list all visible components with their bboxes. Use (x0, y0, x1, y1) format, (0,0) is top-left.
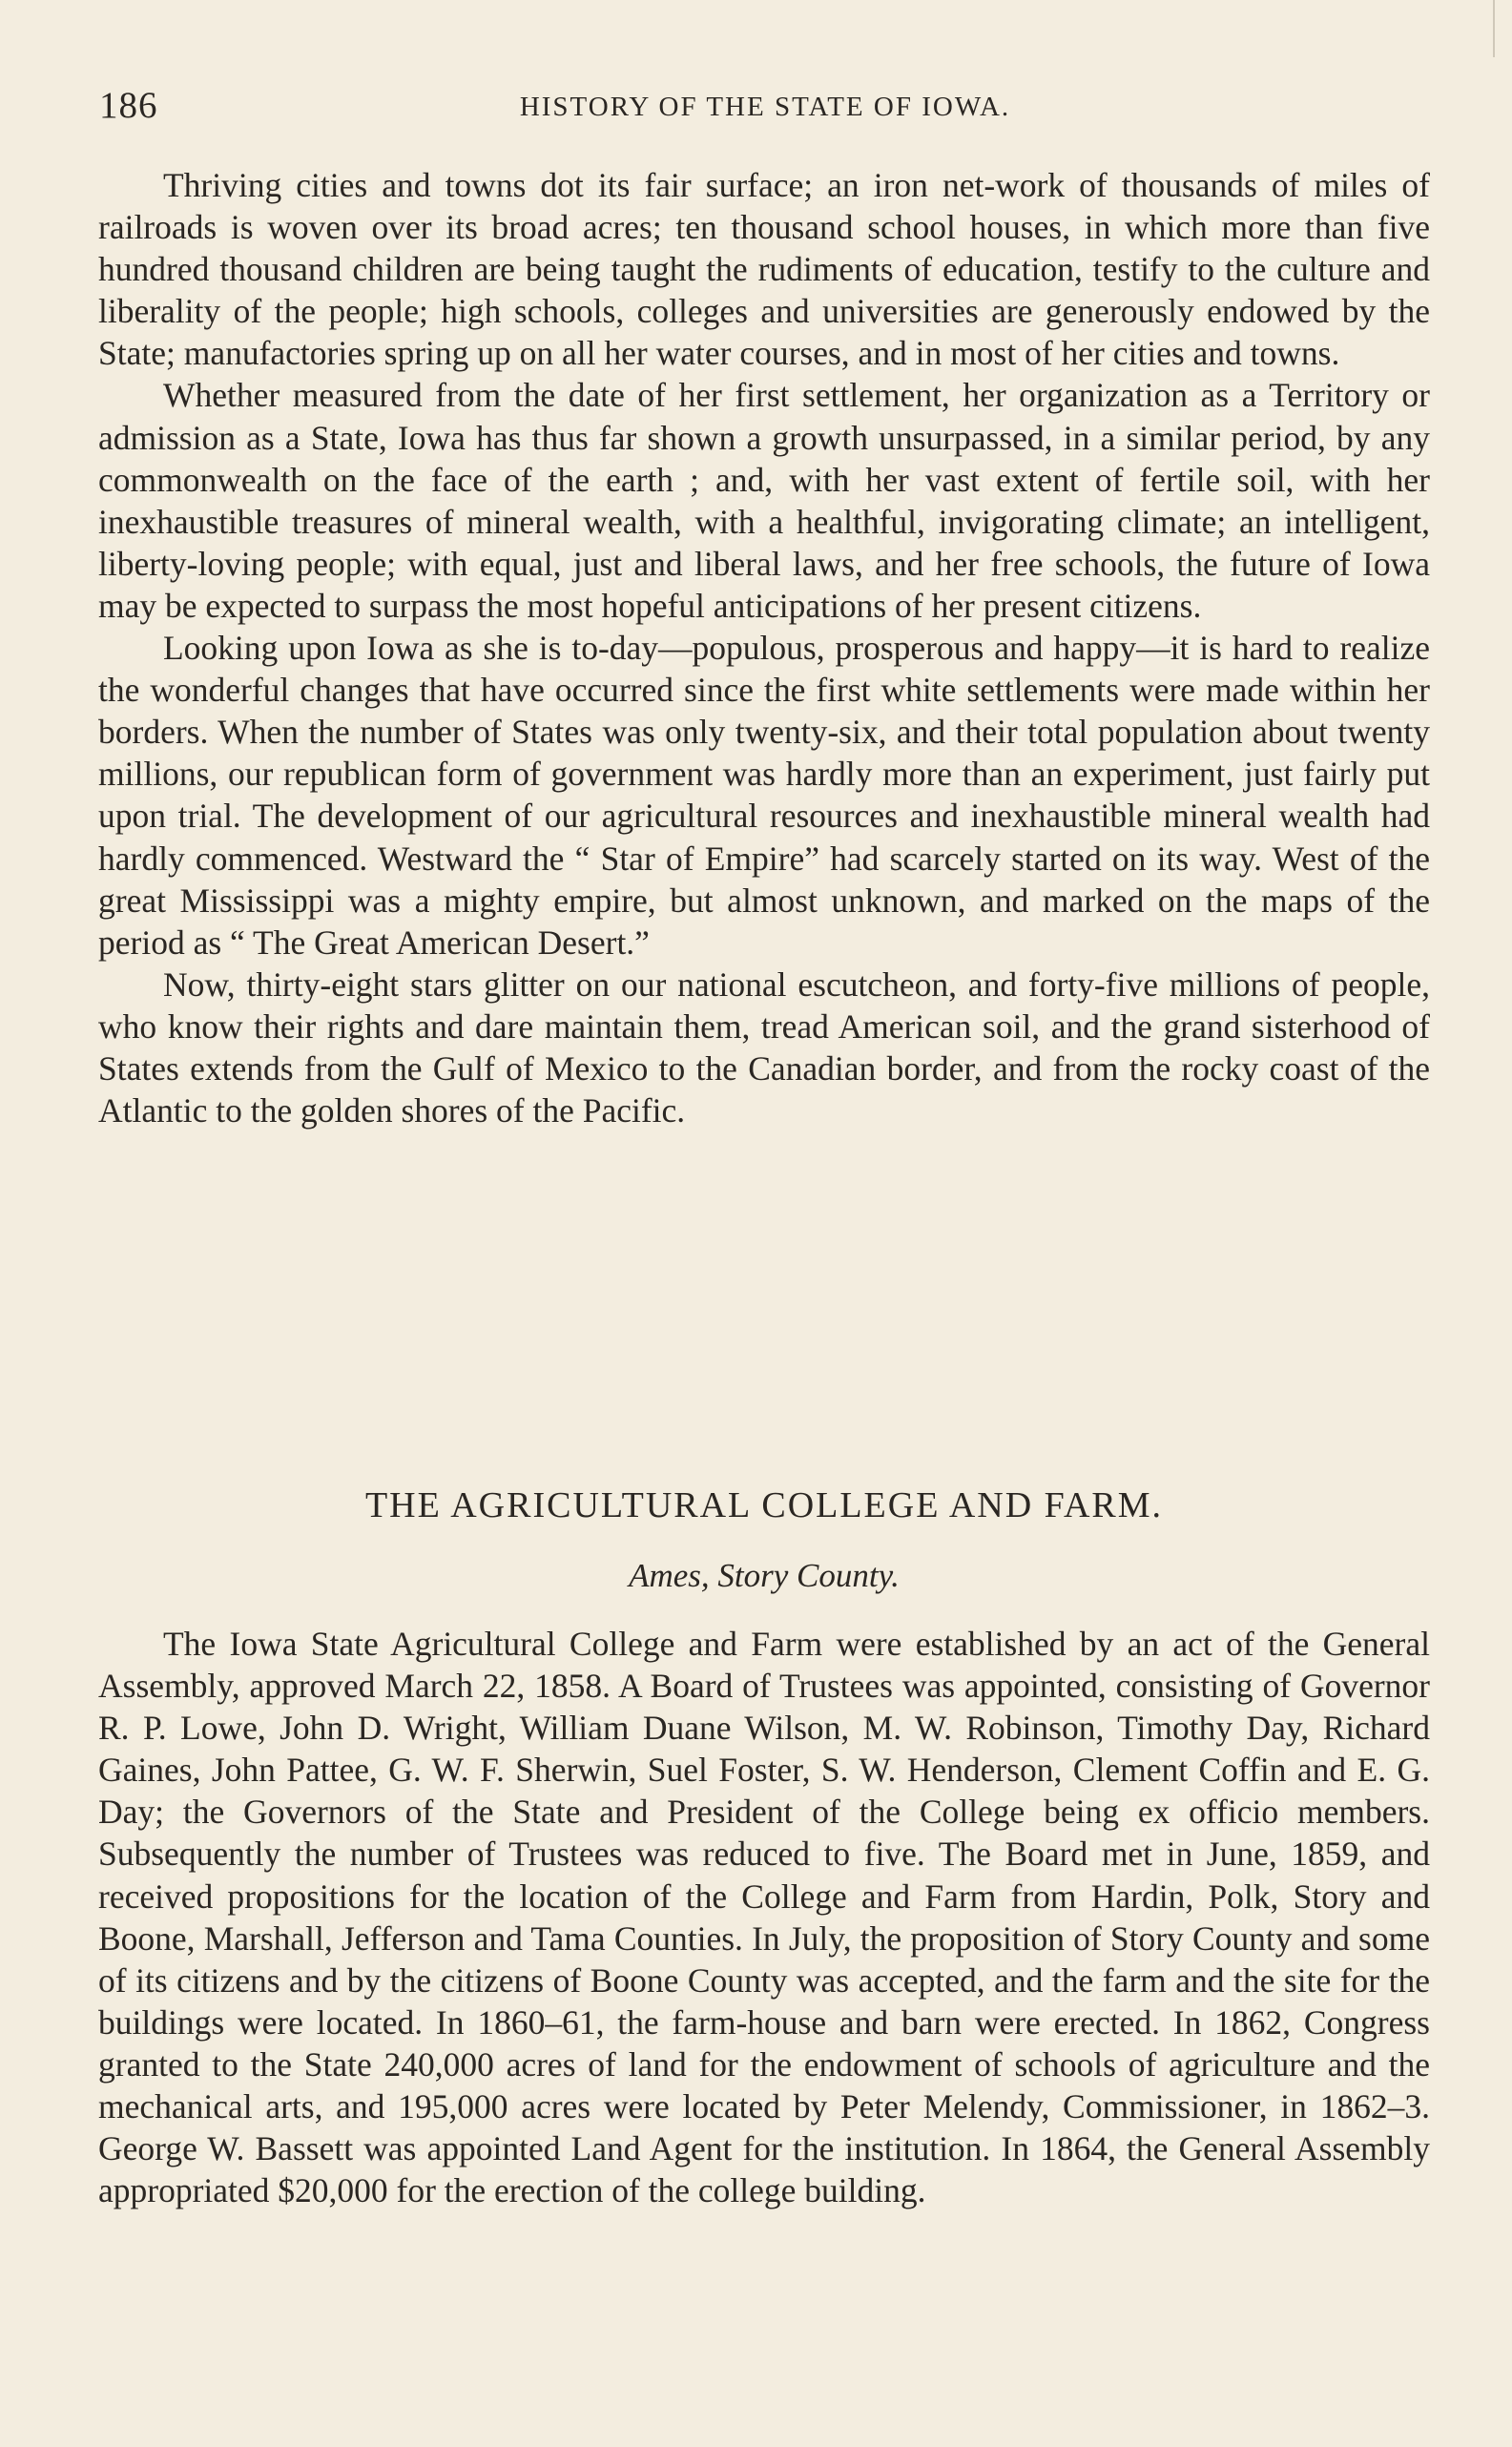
section-title: THE AGRICULTURAL COLLEGE AND FARM. (364, 1485, 1164, 1525)
paragraph: Looking upon Iowa as she is to-day—populous, prosperous and happy—it is hard to realize the wonderful changes that have occurred since the first white settlements were made within her borders. When the number of States was only twenty-six, and their total population about twenty millions, our republican form of government was hardly more than an experiment, just fairly put upon trial. The development of our agricultural resources and inexhaustible mineral wealth had hardly commenced. Westward the “ Star of Empire” had scarcely started on its way. West of the great Mississippi was a mighty empire, but almost unknown, and marked on the maps of the period as “ The Great American Desert.” (98, 629, 1430, 962)
paragraph: The Iowa State Agricultural College and Farm were established by an act of the General Assembly, approved March 22, 1858. A Board of Trustees was appointed, consisting of Governor R. P. Lowe, John D. Wright, William Duane Wilson, M. W. Robinson, Timothy Day, Richard Gaines, John Pattee, G. W. F. Sherwin, Suel Foster, S. W. Henderson, Clement Coffin and E. G. Day; the Governors of the State and President of the College being ex officio members. Subsequently the number of Trustees was reduced to five. The Board met in June, 1859, and received propositions for the location of the College and Farm from Hardin, Polk, Story and Boone, Marshall, Jefferson and Tama Counties. In July, the proposition of Story County and some of its citizens and by the citizens of Boone County was accepted, and the farm and the site for the buildings were located. In 1860–61, the farm-house and barn were erected. In 1862, Congress granted to the State 240,000 acres of land for the endowment of schools of agriculture and the mechanical arts, and 195,000 acres were located by Peter Melendy, Commissioner, in 1862–3. George W. Bassett was appointed Land Agent for the institution. In 1864, the General Assembly appropriated $20,000 for the erection of the college building. (98, 1625, 1430, 2210)
paragraph: Thriving cities and towns dot its fair surface; an iron net-work of thousands of miles of railroads is woven over its broad acres; ten thousand school houses, in which more than five hundred thousand children are being taught the rudiments of education, testify to the culture and liberality of the people; high schools, colleges and universities are generously endowed by the State; manufactories spring up on all her water courses, and in most of her cities and towns. (98, 166, 1430, 373)
running-head: HISTORY OF THE STATE OF IOWA. (519, 92, 1011, 122)
paragraph: Whether measured from the date of her first settlement, her organization as a Territory or admission as a State, Iowa has thus far shown a growth unsurpassed, in a similar period, by any commonwealth on the face of the earth ; and, with her vast extent of fertile soil, with her inexhaustible treasures of mineral wealth, with a healthful, invigorating climate; an intelligent, liberty-loving people; with equal, just and liberal laws, and her free schools, the future of Iowa may be expected to surpass the most hopeful anticipations of her present citizens. (98, 376, 1430, 625)
paragraph: Now, thirty-eight stars glitter on our national escutcheon, and forty-five millions of people, who know their rights and dare maintain them, tread American soil, and the grand sisterhood of States extends from the Gulf of Mexico to the Canadian border, and from the rocky coast of the Atlantic to the golden shores of the Pacific. (98, 964, 1430, 1130)
body-text (98, 164, 1430, 1131)
section-subtitle: Ames, Story County. (629, 1557, 900, 1594)
page-number: 186 (99, 85, 158, 126)
section-body (98, 1623, 1430, 2211)
page-header (99, 84, 1431, 132)
page-edge-mark (1493, 0, 1495, 57)
